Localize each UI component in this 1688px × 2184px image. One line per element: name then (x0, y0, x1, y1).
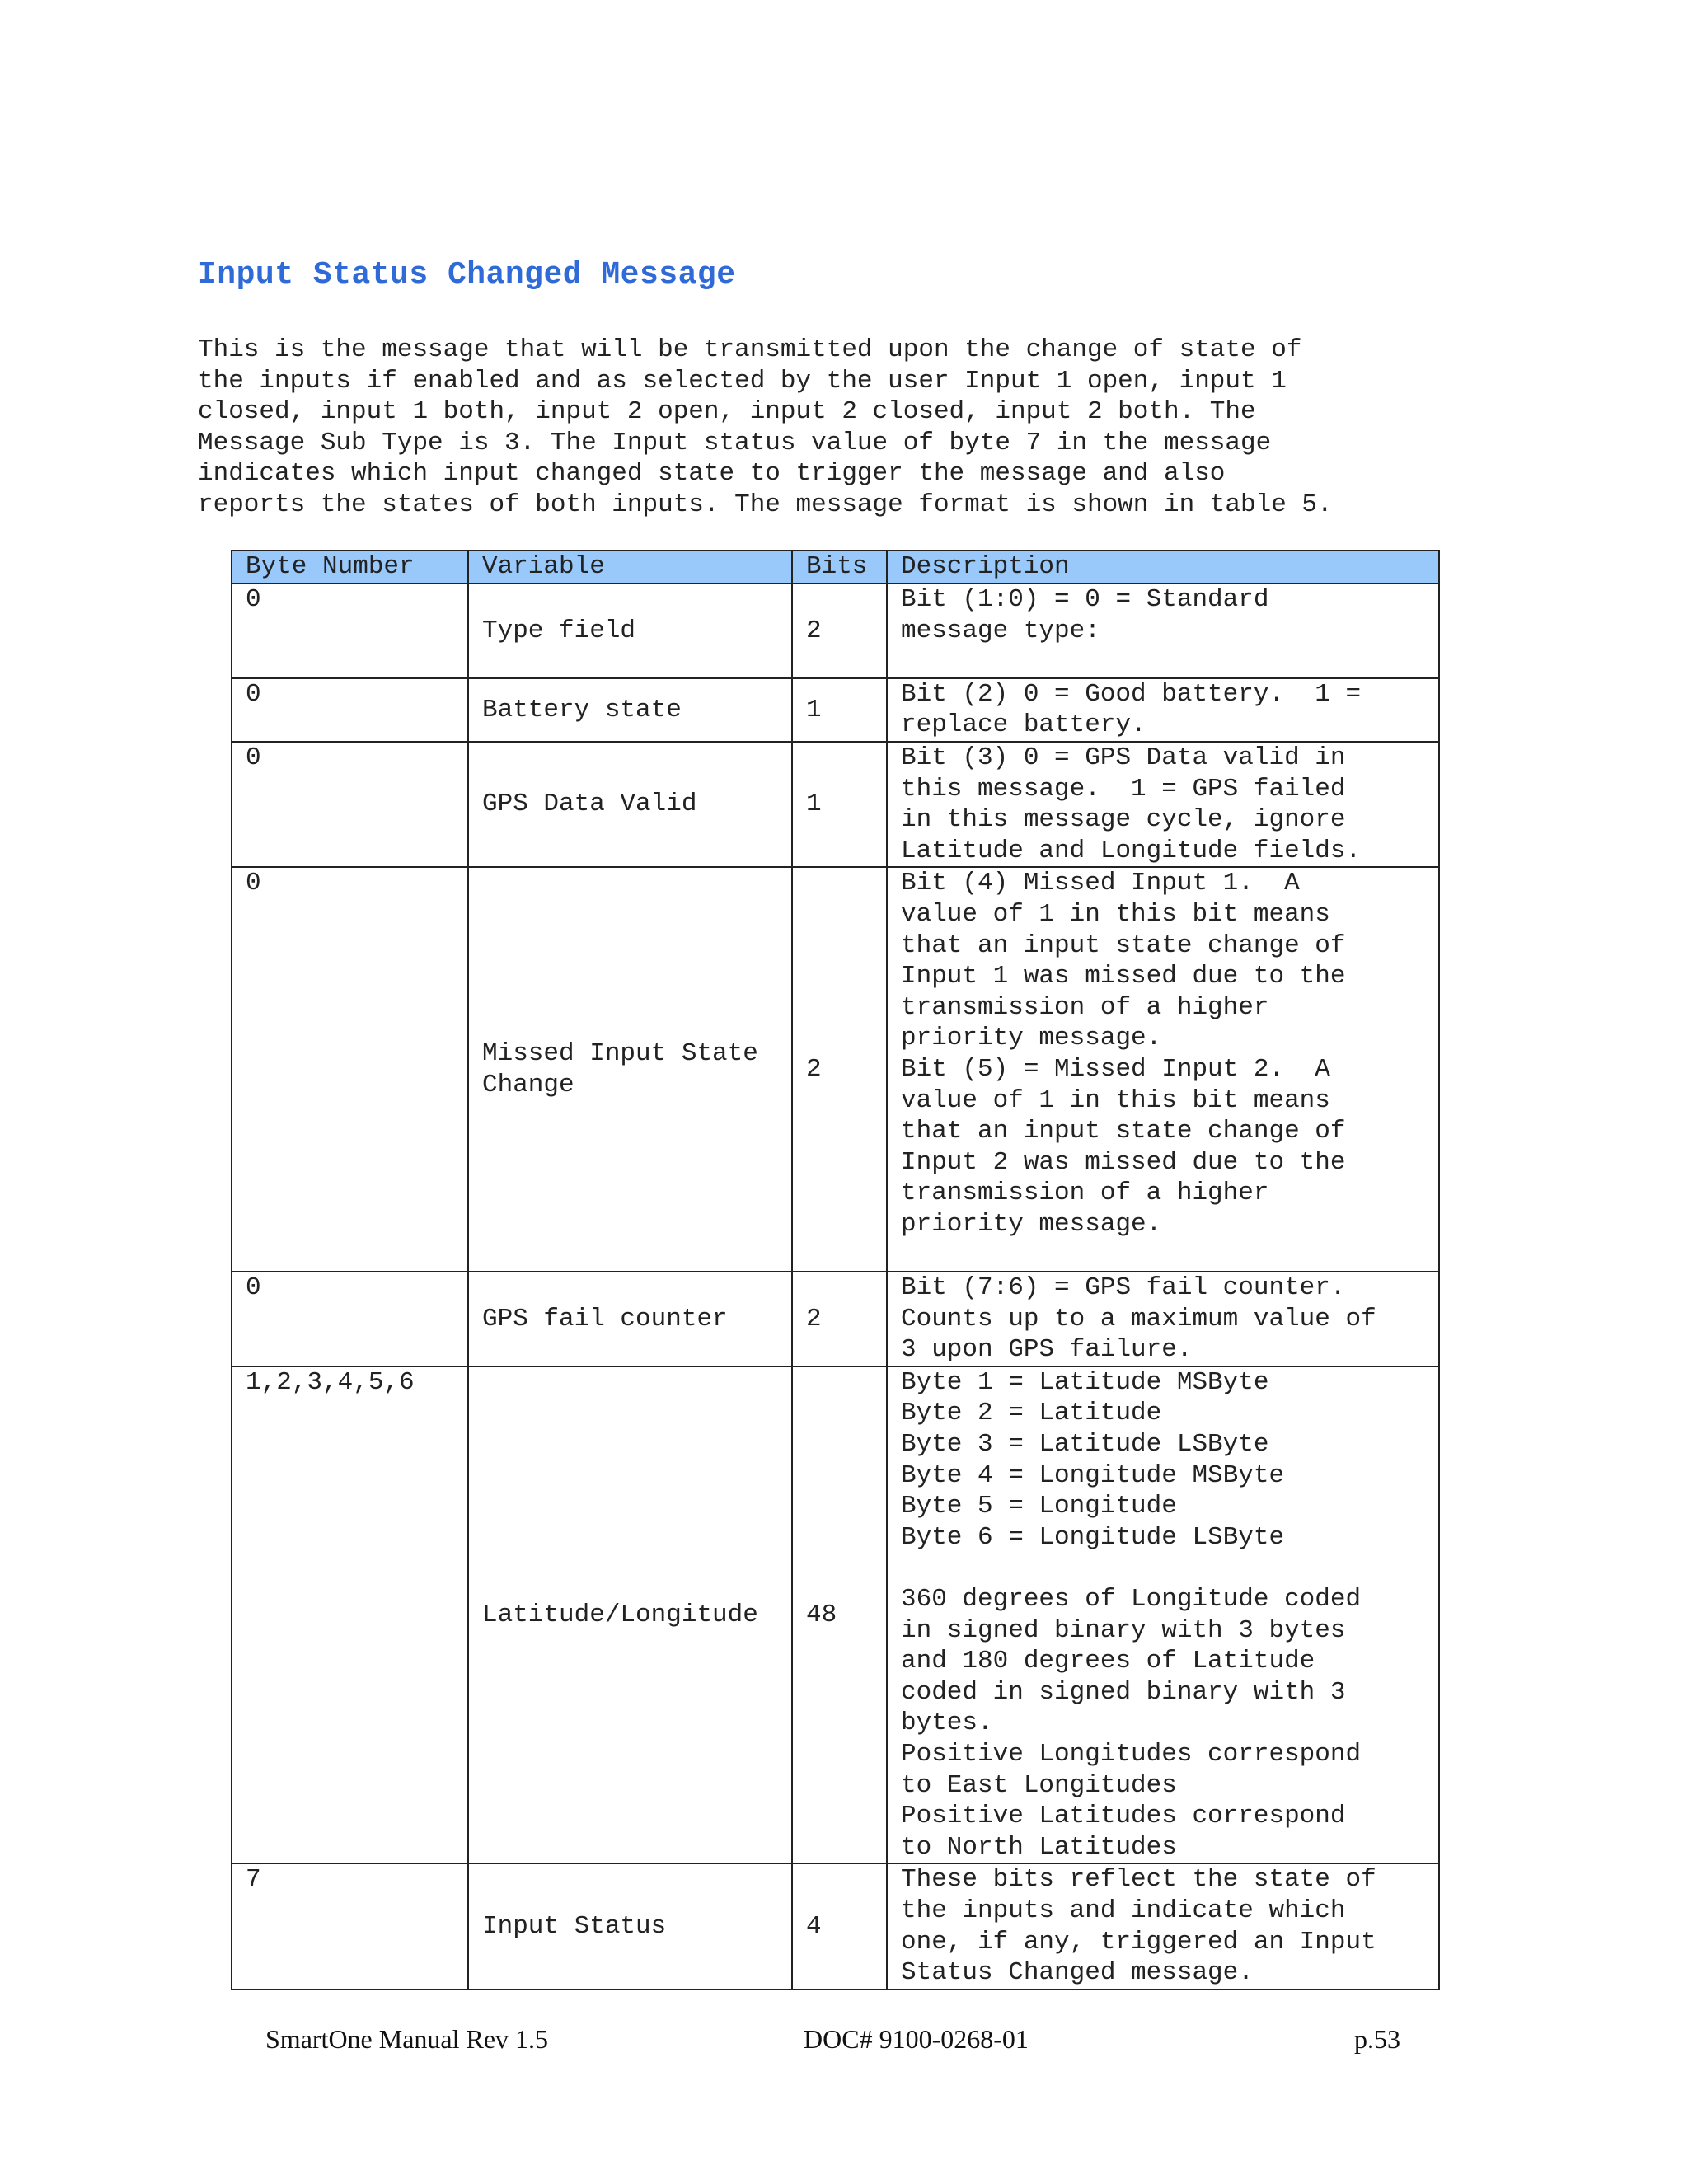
cell-description-line: Positive Longitudes correspond (901, 1739, 1362, 1769)
page-footer (0, 2024, 1688, 2065)
cell-description (887, 742, 1439, 867)
cell-variable-line: Input Status (482, 1911, 667, 1941)
cell-description-line: Bit (4) Missed Input 1. A (901, 869, 1300, 898)
cell-description-line: Bit (2) 0 = Good battery. 1 = (901, 679, 1362, 709)
cell-variable (468, 583, 792, 678)
cell-byte-number: 0 (232, 583, 468, 678)
cell-description-line: replace battery. (901, 710, 1146, 740)
cell-description-line: Byte 5 = Longitude (901, 1492, 1177, 1521)
cell-byte-number: 7 (232, 1863, 468, 1989)
cell-bits: 48 (792, 1366, 887, 1864)
cell-byte-number: 0 (232, 867, 468, 1272)
table-row (232, 742, 1439, 867)
cell-bits: 2 (792, 1272, 887, 1366)
cell-byte-number: 0 (232, 678, 468, 742)
cell-description-line: Input 1 was missed due to the (901, 962, 1346, 991)
table-body (232, 583, 1439, 1990)
cell-variable (468, 1272, 792, 1366)
intro-line: indicates which input changed state to trigger the message and also (198, 459, 1226, 489)
cell-description-line: Bit (7:6) = GPS fail counter. (901, 1273, 1346, 1303)
cell-bits: 4 (792, 1863, 887, 1989)
cell-bits: 1 (792, 742, 887, 867)
cell-description-line: message type: (901, 616, 1100, 645)
cell-description-line: priority message. (901, 1024, 1162, 1053)
cell-description-line: and 180 degrees of Latitude (901, 1647, 1315, 1676)
table-row (232, 678, 1439, 742)
cell-variable (468, 742, 792, 867)
table-header-row (232, 551, 1439, 583)
cell-description-line: transmission of a higher (901, 992, 1269, 1022)
cell-description (887, 1366, 1439, 1864)
cell-description-line: Byte 6 = Longitude LSByte (901, 1522, 1285, 1552)
cell-description-line: Positive Latitudes correspond (901, 1802, 1346, 1831)
cell-variable (468, 1863, 792, 1989)
cell-description-line: bytes. (901, 1708, 993, 1738)
footer-page-number: p.53 (1354, 2024, 1400, 2054)
cell-description-line: in this message cycle, ignore (901, 805, 1346, 835)
cell-padding-line (901, 646, 1425, 677)
cell-description-line: Byte 2 = Latitude (901, 1399, 1162, 1428)
cell-description-line (901, 1553, 1425, 1584)
cell-description-line: Byte 1 = Latitude MSByte (901, 1367, 1269, 1397)
section-heading: Input Status Changed Message (198, 257, 736, 293)
cell-byte-number: 0 (232, 1272, 468, 1366)
footer-doc-number: DOC# 9100-0268-01 (804, 2024, 1029, 2054)
cell-variable-line: Change (482, 1070, 574, 1099)
intro-line: Message Sub Type is 3. The Input status value of byte 7 in the message (198, 428, 1272, 457)
cell-description (887, 1272, 1439, 1366)
table-row (232, 867, 1439, 1272)
table-row (232, 583, 1439, 678)
message-format-table-container (231, 550, 1440, 1990)
table-row (232, 1272, 1439, 1366)
header-byte-number: Byte Number (232, 551, 468, 583)
cell-description-line: the inputs and indicate which (901, 1896, 1346, 1925)
cell-bits: 1 (792, 678, 887, 742)
cell-variable (468, 678, 792, 742)
intro-line: closed, input 1 both, input 2 open, input 2 closed, input 2 both. The (198, 397, 1256, 427)
cell-description-line: Bit (5) = Missed Input 2. A (901, 1054, 1330, 1084)
cell-description-line: These bits reflect the state of (901, 1865, 1376, 1895)
intro-paragraph (198, 335, 1451, 521)
cell-description-line: 360 degrees of Longitude coded (901, 1585, 1362, 1614)
cell-variable-line: Type field (482, 616, 636, 645)
intro-line: reports the states of both inputs. The message format is shown in table 5. (198, 490, 1333, 519)
cell-byte-number: 0 (232, 742, 468, 867)
cell-variable (468, 1366, 792, 1864)
cell-variable-line: GPS fail counter (482, 1304, 728, 1333)
header-description: Description (887, 551, 1439, 583)
cell-description-line: priority message. (901, 1209, 1162, 1239)
cell-description-line: one, if any, triggered an Input (901, 1927, 1376, 1957)
intro-line: the inputs if enabled and as selected by the user Input 1 open, input 1 (198, 366, 1287, 396)
cell-variable (468, 867, 792, 1272)
cell-description (887, 583, 1439, 678)
cell-variable-line: Missed Input State (482, 1039, 758, 1069)
cell-description-line: Byte 3 = Latitude LSByte (901, 1430, 1269, 1460)
cell-description-line: in signed binary with 3 bytes (901, 1615, 1346, 1645)
cell-description-line: coded in signed binary with 3 (901, 1677, 1346, 1707)
cell-description-line: to East Longitudes (901, 1770, 1177, 1800)
cell-description-line: Bit (1:0) = 0 = Standard (901, 585, 1269, 614)
table-row (232, 1366, 1439, 1864)
footer-manual-rev: SmartOne Manual Rev 1.5 (265, 2024, 549, 2054)
cell-description-line: value of 1 in this bit means (901, 1085, 1330, 1115)
cell-description-line: Bit (3) 0 = GPS Data valid in (901, 743, 1346, 772)
cell-description (887, 867, 1439, 1272)
cell-bits: 2 (792, 867, 887, 1272)
cell-description-line: Input 2 was missed due to the (901, 1147, 1346, 1177)
header-variable: Variable (468, 551, 792, 583)
header-bits: Bits (792, 551, 887, 583)
cell-description-line: that an input state change of (901, 930, 1346, 960)
message-format-table (231, 550, 1440, 1990)
cell-description (887, 1863, 1439, 1989)
cell-variable-line: Latitude/Longitude (482, 1600, 758, 1629)
cell-variable-line: GPS Data Valid (482, 790, 697, 819)
intro-line: This is the message that will be transmitted upon the change of state of (198, 335, 1302, 364)
cell-description-line: to North Latitudes (901, 1832, 1177, 1862)
cell-padding-line (901, 1240, 1425, 1271)
cell-variable-line: Battery state (482, 695, 682, 724)
cell-description-line: Counts up to a maximum value of (901, 1304, 1376, 1333)
cell-description-line: 3 upon GPS failure. (901, 1335, 1193, 1365)
cell-description-line: Byte 4 = Longitude MSByte (901, 1460, 1285, 1490)
cell-description-line: transmission of a higher (901, 1179, 1269, 1208)
cell-description-line: that an input state change of (901, 1117, 1346, 1146)
cell-description-line: Status Changed message. (901, 1958, 1254, 1988)
cell-description-line: value of 1 in this bit means (901, 899, 1330, 929)
cell-description-line: Latitude and Longitude fields. (901, 836, 1362, 865)
cell-byte-number: 1,2,3,4,5,6 (232, 1366, 468, 1864)
cell-bits: 2 (792, 583, 887, 678)
cell-description (887, 678, 1439, 742)
table-row (232, 1863, 1439, 1989)
cell-description-line: this message. 1 = GPS failed (901, 774, 1346, 804)
